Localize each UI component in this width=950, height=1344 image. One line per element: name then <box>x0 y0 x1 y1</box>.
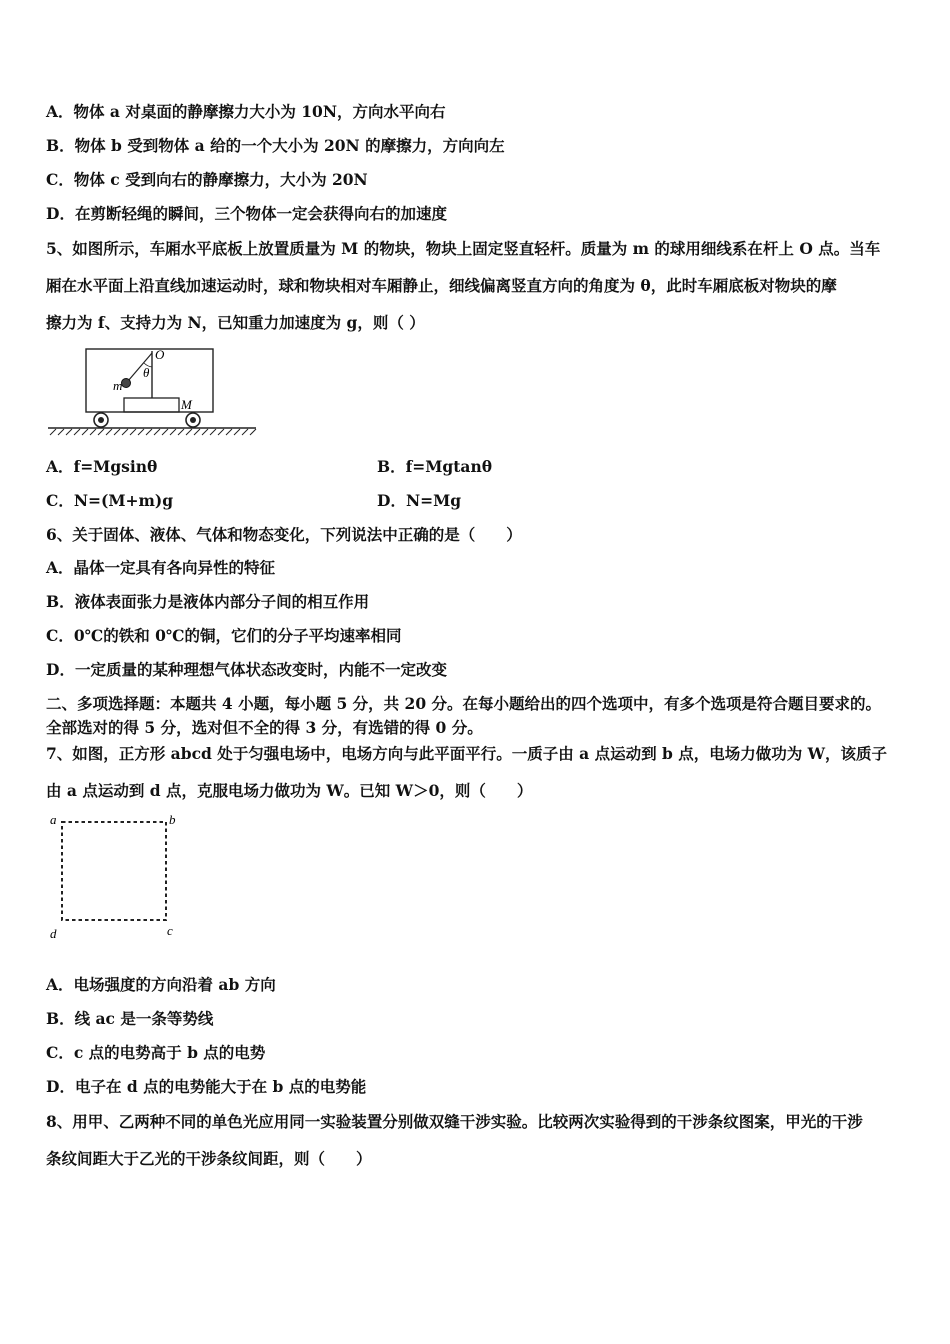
ball <box>122 379 131 388</box>
q4-option-b: B．物体 b 受到物体 a 给的一个大小为 20N 的摩擦力，方向向左 <box>46 136 505 155</box>
block <box>124 398 179 412</box>
q5-option-c: C．N=(M+m)g <box>46 491 174 510</box>
q4-option-a: A．物体 a 对桌面的静摩擦力大小为 10N，方向水平向右 <box>46 102 446 121</box>
q5-stem-line2: 厢在水平面上沿直线加速运动时，球和物块相对车厢静止，细线偏离竖直方向的角度为 θ，此时车厢底板对物块的摩 <box>46 276 837 295</box>
q8-stem-line1: 8、用甲、乙两种不同的单色光应用同一实验装置分别做双缝干涉实验。比较两次实验得到的干涉条纹图案，甲光的干涉 <box>46 1112 863 1131</box>
wheel-left-hub <box>98 417 104 423</box>
section2-heading-line1: 二、多项选择题：本题共 4 小题，每小题 5 分，共 20 分。在每小题给出的四个选项中，有多个选项是符合题目要求的。 <box>46 694 882 713</box>
label-m: m <box>113 378 123 393</box>
q7-option-a: A．电场强度的方向沿着 ab 方向 <box>46 975 276 994</box>
label-o: O <box>155 347 165 362</box>
q5-option-a: A．f=Mgsinθ <box>46 457 158 476</box>
q5-option-d: D．N=Mg <box>377 491 462 510</box>
dashed-square <box>62 822 166 920</box>
q6-option-d: D．一定质量的某种理想气体状态改变时，内能不一定改变 <box>46 660 447 679</box>
label-d: d <box>50 926 57 941</box>
section2-heading-line2: 全部选对的得 5 分，选对但不全的得 3 分，有选错的得 0 分。 <box>46 718 483 737</box>
wheel-right-hub <box>190 417 196 423</box>
q5-stem-line1: 5、如图所示，车厢水平底板上放置质量为 M 的物块，物块上固定竖直轻杆。质量为 m 的球用细线系在杆上 O 点。当车 <box>46 239 881 258</box>
label-a: a <box>50 812 57 827</box>
q5-option-b: B．f=Mgtanθ <box>377 457 493 476</box>
label-big-m: M <box>181 397 192 412</box>
label-c: c <box>167 923 173 938</box>
q7-option-d: D．电子在 d 点的电势能大于在 b 点的电势能 <box>46 1077 367 1096</box>
q8-stem-line2: 条纹间距大于乙光的干涉条纹间距，则（ ） <box>46 1149 372 1168</box>
q6-stem: 6、关于固体、液体、气体和物态变化，下列说法中正确的是（ ） <box>46 525 522 544</box>
q5-stem-line3: 擦力为 f、支持力为 N，已知重力加速度为 g，则（ ） <box>46 313 425 332</box>
label-b: b <box>169 812 176 827</box>
q6-option-a: A．晶体一定具有各向异性的特征 <box>46 558 276 577</box>
q4-option-d: D．在剪断轻绳的瞬间，三个物体一定会获得向右的加速度 <box>46 204 447 223</box>
q7-stem-line2: 由 a 点运动到 d 点，克服电场力做功为 W。已知 W＞0，则（ ） <box>46 781 533 800</box>
cart-body <box>86 349 213 412</box>
q7-figure-square <box>46 808 186 943</box>
q4-option-c: C．物体 c 受到向右的静摩擦力，大小为 20N <box>46 170 368 189</box>
q7-stem-line1: 7、如图，正方形 abcd 处于匀强电场中，电场方向与此平面平行。一质子由 a 点运动到 b 点，电场力做功为 W，该质子 <box>46 744 888 763</box>
ground-hatching <box>50 429 256 435</box>
q7-option-c: C．c 点的电势高于 b 点的电势 <box>46 1043 266 1062</box>
q5-figure-cart <box>46 345 260 440</box>
q6-option-b: B．液体表面张力是液体内部分子间的相互作用 <box>46 592 370 611</box>
label-theta: θ <box>143 365 150 380</box>
q6-option-c: C．0℃的铁和 0℃的铜，它们的分子平均速率相同 <box>46 626 402 645</box>
q7-option-b: B．线 ac 是一条等势线 <box>46 1009 214 1028</box>
